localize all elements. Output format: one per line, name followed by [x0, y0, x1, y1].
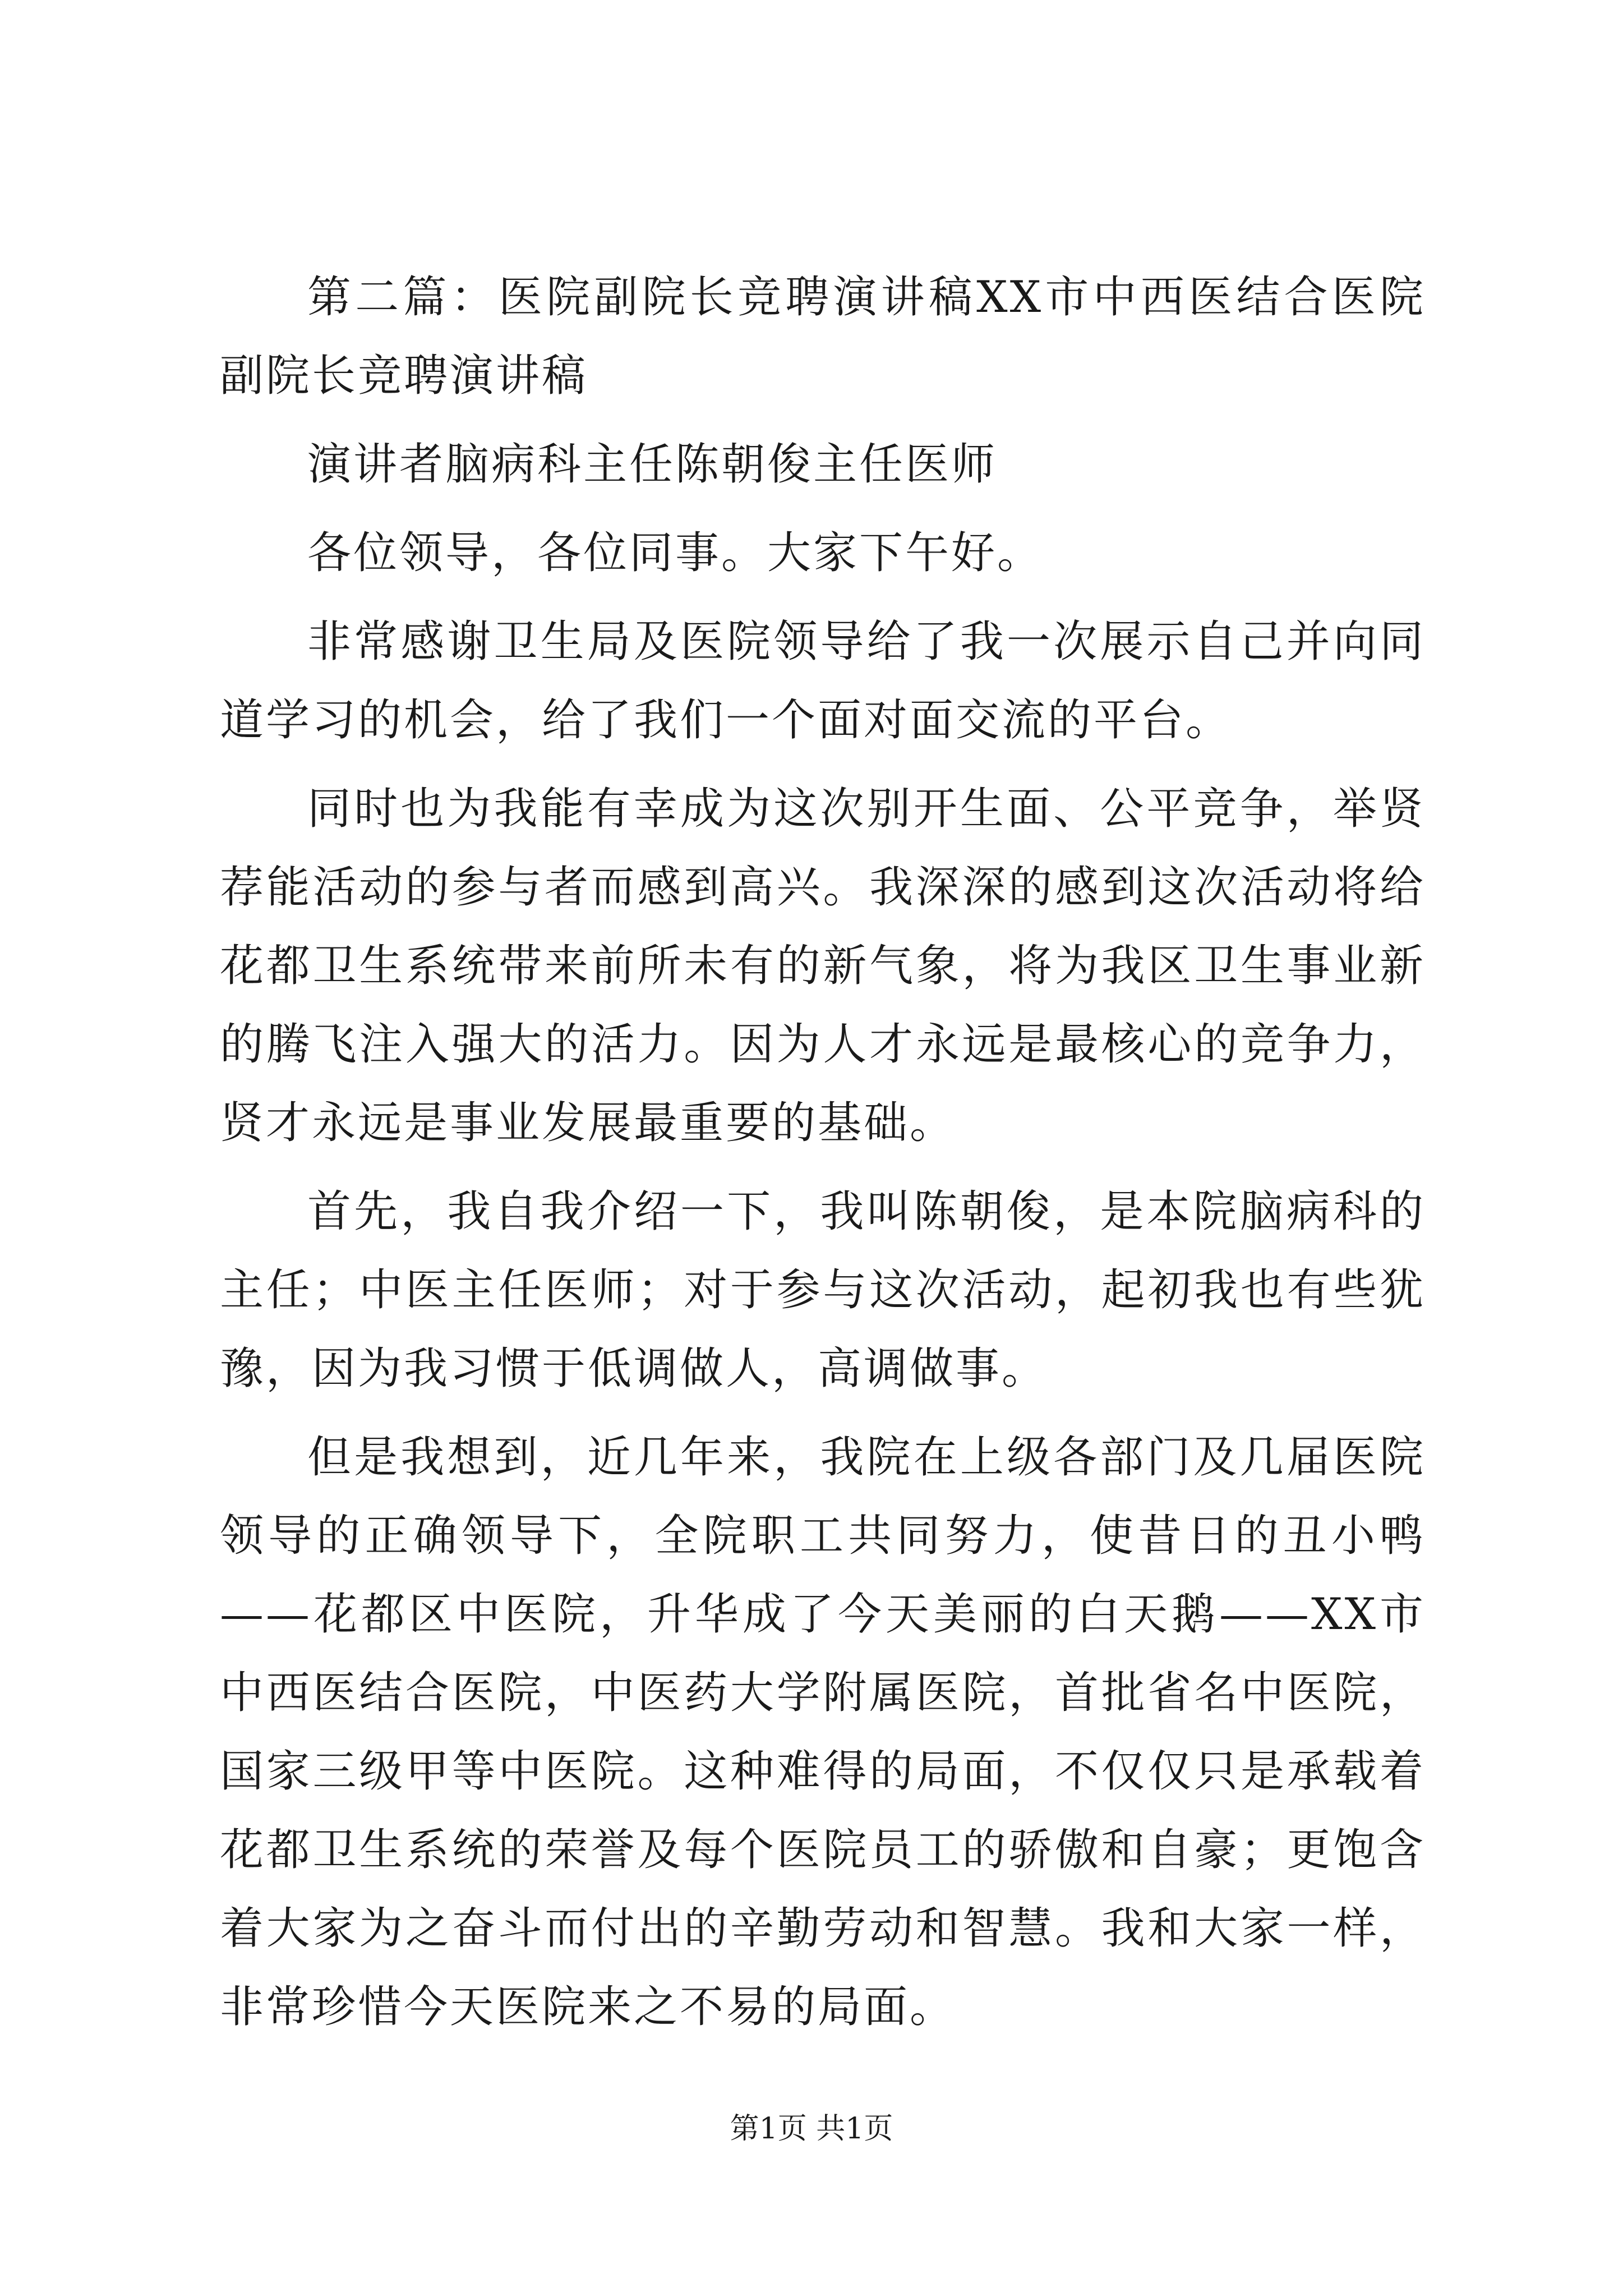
greeting-paragraph: 各位领导，各位同事。大家下午好。	[307, 528, 1044, 578]
document-body	[220, 258, 1426, 2056]
thanks-paragraph: 非常感谢卫生局及医院领导给了我一次展示自己并向同道学习的机会，给了我们一个面对面交流的平台。	[220, 616, 1426, 746]
hospital-history-paragraph: 但是我想到，近几年来，我院在上级各部门及几届医院领导的正确领导下，全院职工共同努力，使昔日的丑小鸭——花都区中医院，升华成了今天美丽的白天鹅——XX市中西医结合医院，中医药大学附属医院，首批省名中医院，国家三级甲等中医院。这种难得的局面，不仅仅只是承载着花都卫生系统的荣誉及每个医院员工的骄傲和自豪；更饱含着大家为之奋斗而付出的辛勤劳动和智慧。我和大家一样，非常珍惜今天医院来之不易的局面。	[220, 1432, 1426, 2032]
page-footer: 第1页 共1页	[730, 2112, 893, 2146]
participation-paragraph: 同时也为我能有幸成为这次别开生面、公平竞争，举贤荐能活动的参与者而感到高兴。我深深的感到这次活动将给花都卫生系统带来前所未有的新气象，将为我区卫生事业新的腾飞注入强大的活力。因为人才永远是最核心的竞争力，贤才永远是事业发展最重要的基础。	[220, 784, 1426, 1148]
document-title: 第二篇：医院副院长竞聘演讲稿XX市中西医结合医院副院长竞聘演讲稿	[220, 272, 1426, 401]
speaker-line: 演讲者脑病科主任陈朝俊主任医师	[307, 439, 998, 490]
self-intro-paragraph: 首先，我自我介绍一下，我叫陈朝俊，是本院脑病科的主任；中医主任医师；对于参与这次活动，起初我也有些犹豫，因为我习惯于低调做人，高调做事。	[220, 1186, 1426, 1394]
